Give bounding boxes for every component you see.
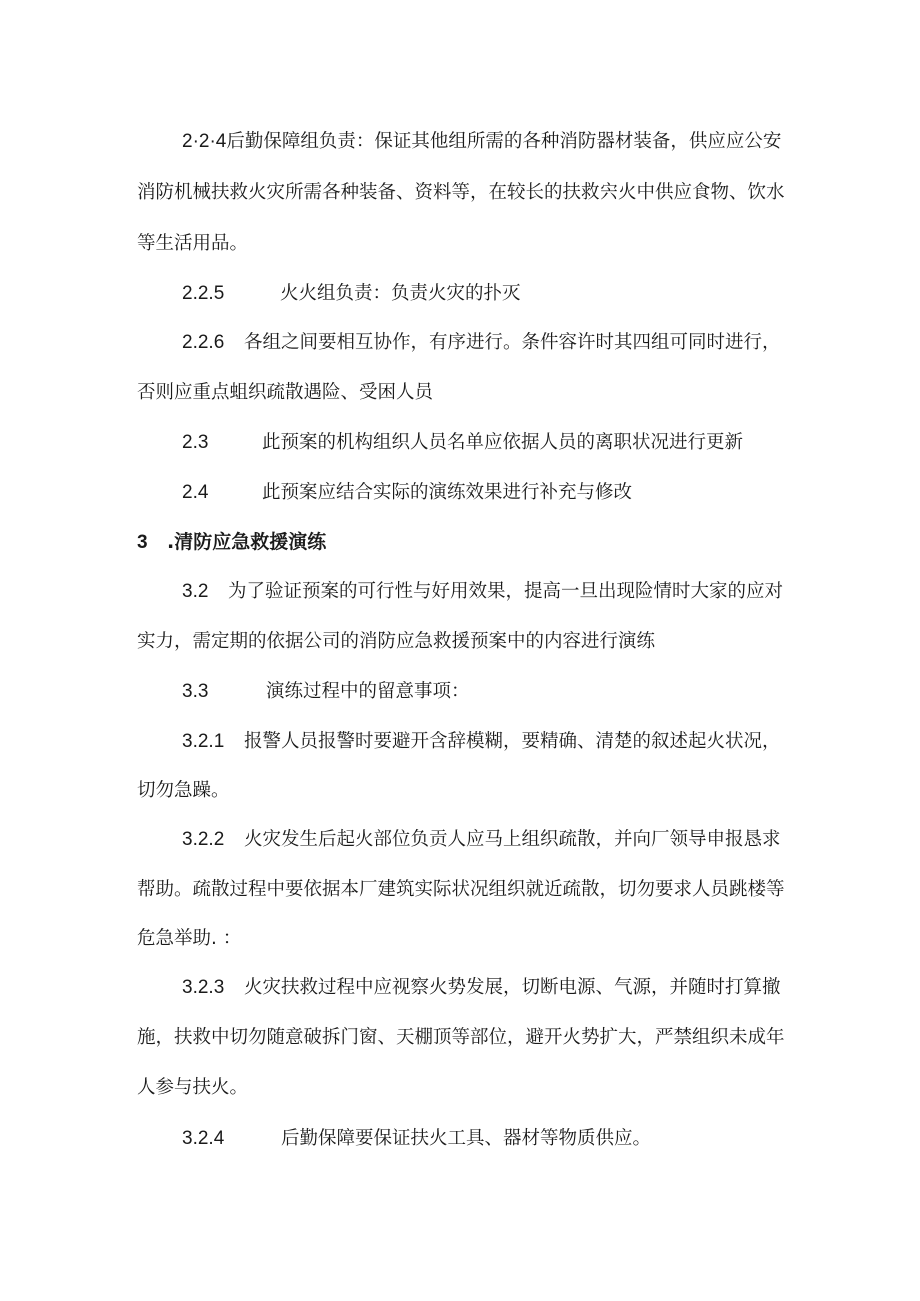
paragraph-3-2-3-line-2: 施，扶救中切勿随意破拆门窗、天棚顶等部位，避开火势扩大，严禁组织未成年 [137,1027,785,1048]
clause-number: 2.3 [182,432,209,453]
paragraph-2-2-4-line-2: 消防机械扶救火灾所需各种装备、资料等，在较长的扶救宍火中供应食物、饮水 [137,182,785,203]
paragraph-2-3 [182,431,743,455]
paragraph-text: 后勤保障要保证扶火工具、器材等物质供应。 [281,1128,652,1149]
paragraph-2-2-5 [182,282,521,306]
paragraph-2-2-6-line-2: 否则应重点蛆织疏散遇险、受困人员 [137,382,434,403]
paragraph-3-2-line-1 [182,580,783,604]
paragraph-3-2-2-line-1 [182,828,781,852]
paragraph-3-2-3-line-3: 人参与扶火。 [137,1077,249,1098]
clause-number: 2·2·4 [182,131,227,152]
paragraph-3-3 [182,680,470,704]
paragraph-text: 此预案应结合实际的演练效果进行补充与修改 [262,482,633,503]
clause-number: 2.2.6 [182,332,225,353]
section-number: 3 [137,532,148,553]
paragraph-text: 演练过程中的留意事项： [266,681,470,702]
paragraph-3-2-1-line-2: 切勿急躁。 [137,780,230,801]
clause-number: 3.2.2 [182,829,225,850]
clause-number: 3.2 [182,581,209,602]
paragraph-text: 火灾发生后起火部位负贡人应马上组织疏散，并向厂领导申报恳求 [244,829,781,850]
paragraph-3-2-2-line-2: 帮助。疏散过程中要依据本厂建筑实际状况组织就近疏散，切勿要求人员跳楼等 [137,879,785,900]
clause-number: 2.2.5 [182,283,225,304]
paragraph-text: 后勤保障组负责：保证其他组所需的各种消防器材装备，供应应公安 [226,131,782,152]
section-title: .清防应急救援演练 [167,531,327,553]
paragraph-3-2-2-line-3: 危急举助. ： [137,928,242,949]
paragraph-2-2-4-line-1 [182,130,781,154]
paragraph-3-2-1-line-1 [182,730,781,754]
clause-number: 3.2.4 [182,1128,225,1149]
paragraph-3-2-3-line-1 [182,976,781,1000]
paragraph-2-2-4-line-3: 等生活用品。 [137,233,249,254]
paragraph-3-2-line-2: 实力，需定期的依据公司的消防应急救援预案中的内容进行演练 [137,631,656,652]
paragraph-2-2-6-line-1 [182,331,781,355]
paragraph-text: 各组之间要相互协作，有序进行。条件容许时其四组可同时进行， [244,332,781,353]
paragraph-text: 为了验证预案的可行性与好用效果，提高一旦出现险情时大家的应对 [228,581,784,602]
paragraph-text: 火灾扶救过程中应视察火势发展，切断电源、气源，并随时打算撤 [244,977,781,998]
paragraph-text: 此预案的机构组织人员名单应依据人员的离职状况进行更新 [262,432,744,453]
section-3-heading [137,530,326,555]
clause-number: 3.3 [182,681,209,702]
clause-number: 3.2.3 [182,977,225,998]
paragraph-text: 报警人员报警时要避开含辞模糊，要精确、清楚的叙述起火状况， [244,731,781,752]
clause-number: 3.2.1 [182,731,225,752]
paragraph-text: 火火组负责：负责火灾的扑灭 [280,283,521,304]
paragraph-2-4 [182,481,632,505]
clause-number: 2.4 [182,482,209,503]
paragraph-3-2-4 [182,1127,651,1151]
